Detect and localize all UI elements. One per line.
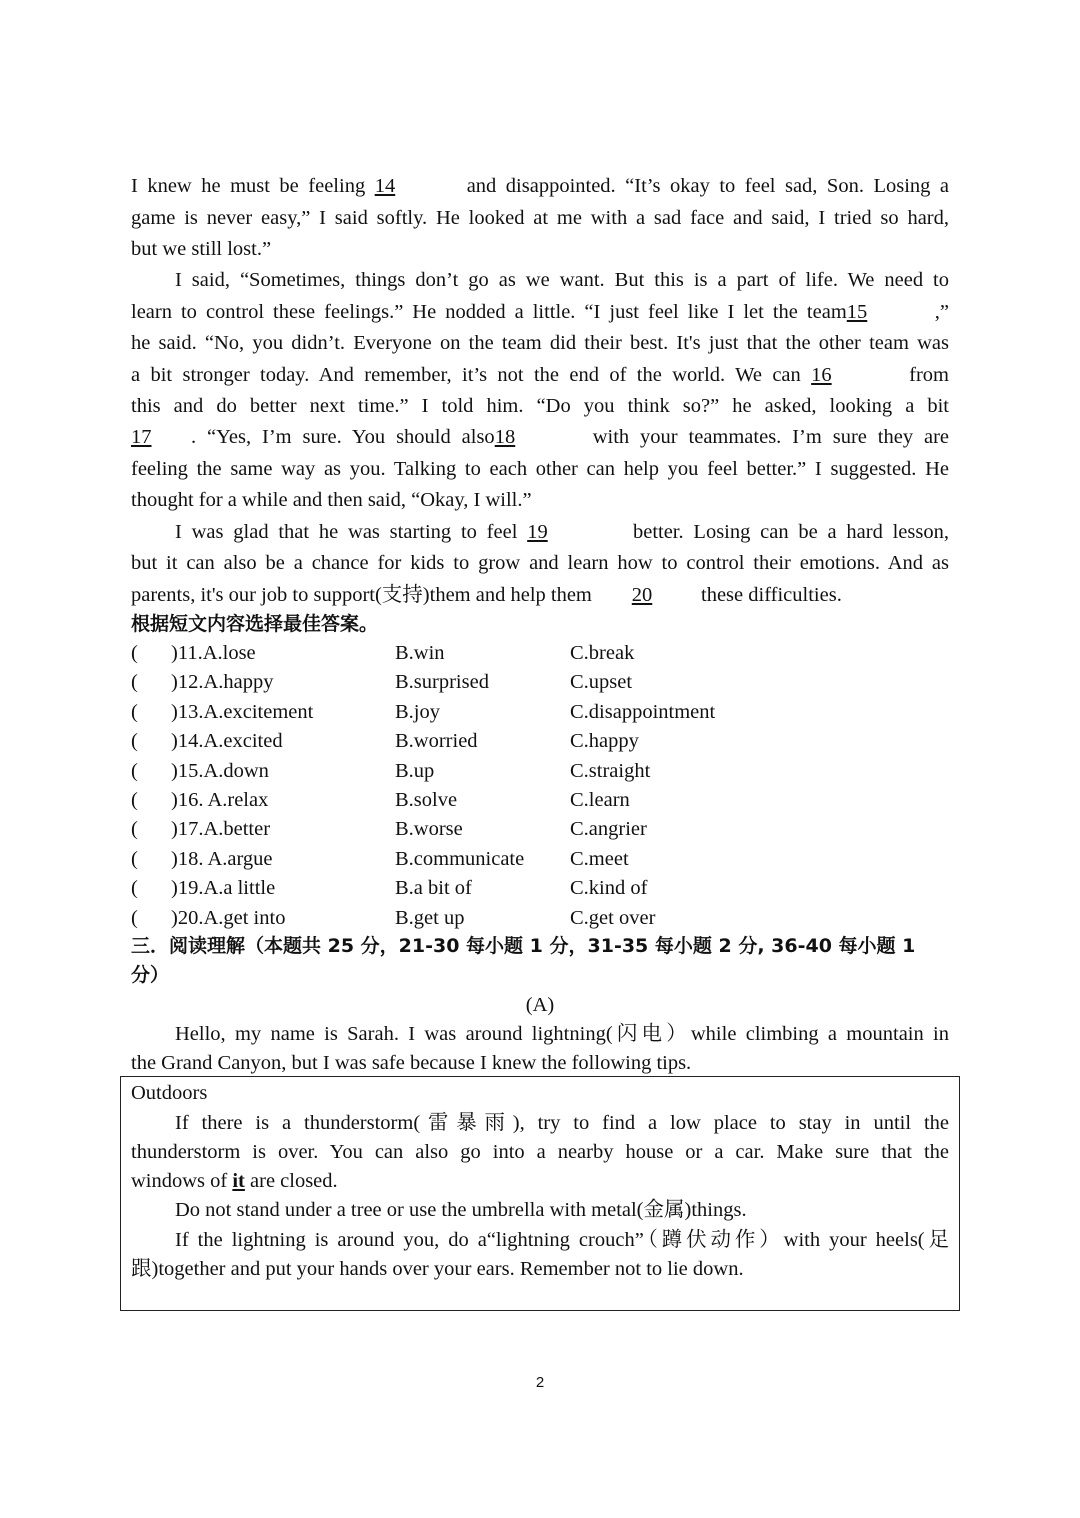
text: windows of xyxy=(131,1170,233,1192)
section-heading-cont: 分） xyxy=(131,964,170,986)
box-line: Do not stand under a tree or use the umbrella with metal(金属)things. xyxy=(175,1199,747,1221)
answer-bracket: ( xyxy=(131,877,138,899)
option-c: C.straight xyxy=(570,760,651,782)
answer-bracket: ( xyxy=(131,818,138,840)
box-line xyxy=(131,1166,949,1197)
option-b: B.solve xyxy=(395,789,458,811)
passage-line: feeling the same way as you. Talking to each other can help you feel better.” I suggested. He xyxy=(131,458,949,480)
answer-bracket: ( xyxy=(131,642,138,664)
text: learn to control these feelings.” He nodded a little. “I just feel like I let the team xyxy=(131,301,847,323)
page-number: 2 xyxy=(535,1374,545,1391)
box-line: If there is a thunderstorm(雷暴雨), try to find a low place to stay in until the xyxy=(175,1112,949,1134)
option-c: C.upset xyxy=(570,671,633,693)
box-title: Outdoors xyxy=(131,1082,208,1104)
blank-17: 17 xyxy=(131,426,152,448)
passage-line: he said. “No, you didn’t. Everyone on the team did their best. It's just that the other team was xyxy=(131,332,949,354)
passage-line xyxy=(131,580,949,611)
passage-line: but we still lost.” xyxy=(131,238,272,260)
option-a: )20.A.get into xyxy=(171,907,286,929)
text: from xyxy=(909,364,949,386)
underlined-word: it xyxy=(232,1170,245,1192)
option-a: )16. A.relax xyxy=(171,789,269,811)
option-b: B.a bit of xyxy=(395,877,472,899)
option-c: C.kind of xyxy=(570,877,648,899)
cloze-heading: 根据短文内容选择最佳答案。 xyxy=(131,613,379,635)
option-a: )13.A.excitement xyxy=(171,701,314,723)
passage-line: game is never easy,” I said softly. He looked at me with a sad face and said, I tried so hard, xyxy=(131,207,949,229)
option-c: C.disappointment xyxy=(570,701,716,723)
option-b: B.worried xyxy=(395,730,478,752)
option-b: B.surprised xyxy=(395,671,489,693)
passage-line xyxy=(131,171,949,202)
option-b: B.communicate xyxy=(395,848,525,870)
option-a: )14.A.excited xyxy=(171,730,283,752)
option-c: C.happy xyxy=(570,730,639,752)
blank-16: 16 xyxy=(811,364,832,386)
box-line: thunderstorm is over. You can also go into a nearby house or a car. Make sure that the xyxy=(131,1141,949,1163)
option-b: B.win xyxy=(395,642,445,664)
text: I knew he must be feeling xyxy=(131,175,375,197)
answer-bracket: ( xyxy=(131,789,138,811)
option-c: C.learn xyxy=(570,789,630,811)
passage-line: this and do better next time.” I told him. “Do you think so?” he asked, looking a bit xyxy=(131,395,949,417)
blank-19: 19 xyxy=(527,521,548,543)
text: I was glad that he was starting to feel xyxy=(175,521,528,543)
answer-bracket: ( xyxy=(131,701,138,723)
text: and disappointed. “It’s okay to feel sad, Son. Losing a xyxy=(466,175,949,197)
option-a: )17.A.better xyxy=(171,818,271,840)
passage-line: the Grand Canyon, but I was safe because I knew the following tips. xyxy=(131,1052,692,1074)
option-a: )19.A.a little xyxy=(171,877,276,899)
option-c: C.get over xyxy=(570,907,656,929)
option-b: B.up xyxy=(395,760,435,782)
option-a: )18. A.argue xyxy=(171,848,273,870)
box-line: 跟)together and put your hands over your ears. Remember not to lie down. xyxy=(131,1258,744,1280)
passage-line xyxy=(175,517,949,548)
text: these difficulties. xyxy=(701,584,842,606)
text: . “Yes, I’m sure. You should also xyxy=(191,426,495,448)
passage-line: but it can also be a chance for kids to grow and learn how to control their emotions. And as xyxy=(131,552,949,574)
section-heading: 三．阅读理解（本题共 25 分，21-30 每小题 1 分，31-35 每小题 2 分, 36-40 每小题 1 xyxy=(131,935,916,957)
text: a bit stronger today. And remember, it’s not the end of the world. We can xyxy=(131,364,812,386)
passage-line: I said, “Sometimes, things don’t go as we want. But this is a part of life. We need to xyxy=(175,269,949,291)
option-a: )15.A.down xyxy=(171,760,269,782)
text: ,” xyxy=(934,301,949,323)
option-a: )11.A.lose xyxy=(171,642,256,664)
text: are closed. xyxy=(244,1170,338,1192)
answer-bracket: ( xyxy=(131,907,138,929)
blank-15: 15 xyxy=(846,301,868,323)
answer-bracket: ( xyxy=(131,671,138,693)
passage-line: thought for a while and then said, “Okay, I will.” xyxy=(131,489,532,511)
blank-18: 18 xyxy=(494,426,516,448)
passage-line xyxy=(131,297,949,328)
option-c: C.break xyxy=(570,642,635,664)
answer-bracket: ( xyxy=(131,848,138,870)
option-c: C.angrier xyxy=(570,818,647,840)
option-b: B.worse xyxy=(395,818,463,840)
passage-subtitle: (A) xyxy=(525,994,555,1016)
answer-bracket: ( xyxy=(131,760,138,782)
passage-line: Hello, my name is Sarah. I was around lightning(闪电）while climbing a mountain in xyxy=(175,1023,949,1045)
text: parents, it's our job to support(支持)them and help them xyxy=(131,584,598,606)
option-a: )12.A.happy xyxy=(171,671,274,693)
blank-14: 14 xyxy=(374,175,396,197)
option-c: C.meet xyxy=(570,848,629,870)
passage-line xyxy=(131,360,949,391)
box-line: If the lightning is around you, do a“lightning crouch”（蹲伏动作）with your heels(足 xyxy=(175,1229,949,1251)
option-b: B.joy xyxy=(395,701,440,723)
blank-20: 20 xyxy=(631,584,653,606)
passage-line xyxy=(131,422,949,453)
option-b: B.get up xyxy=(395,907,465,929)
text: better. Losing can be a hard lesson, xyxy=(623,521,949,543)
answer-bracket: ( xyxy=(131,730,138,752)
text: with your teammates. I’m sure they are xyxy=(592,426,949,448)
